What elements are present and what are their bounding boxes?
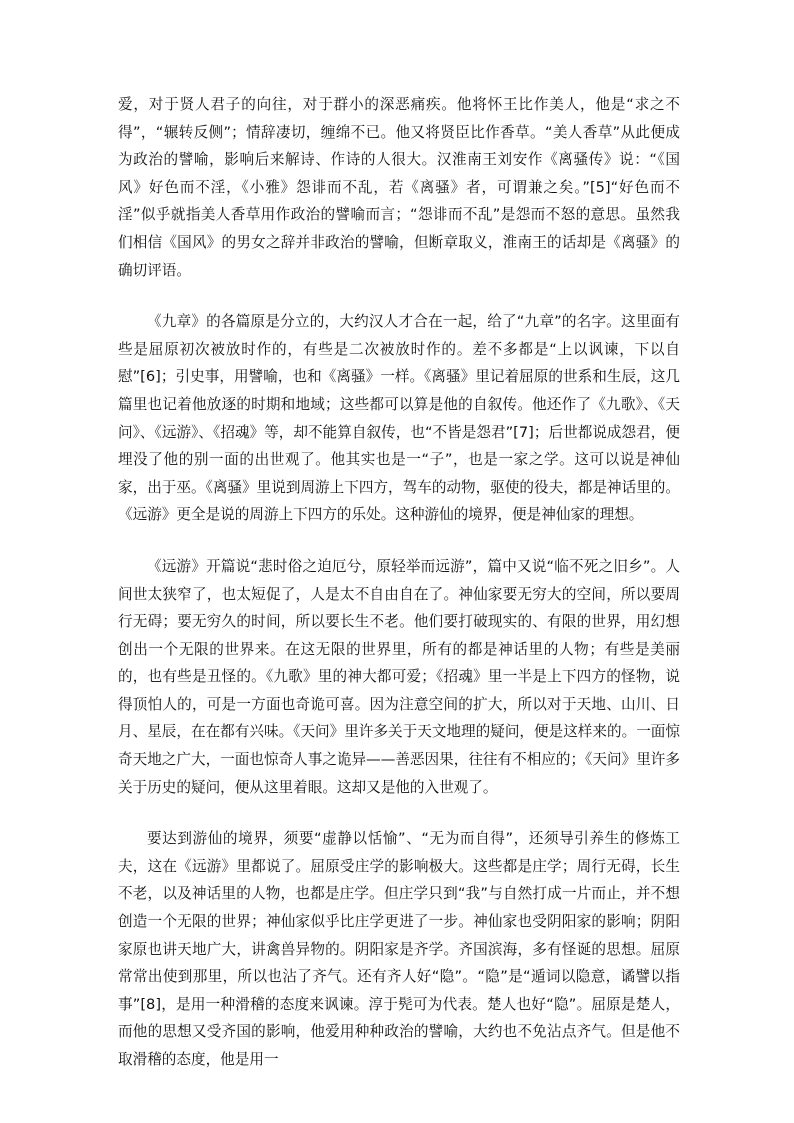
paragraph-2: 《九章》的各篇原是分立的，大约汉人才合在一起，给了“九章”的名字。这里面有些是屈原初次被放时作的，有些是二次被放时作的。差不多都是“上以讽谏，下以自慰”[6]；引史事，用譬喻，也和《离骚》一样。《离骚》里记着屈原的世系和生辰，这几篇里也记着他放逐的时期和地域；这些都可以算是他的自叙传。他还作了《九歌》、《天问》、《远游》、《招魂》等，却不能算自叙传，也“不皆是怨君”[7]；后世都说成怨君，便埋没了他的别一面的出世观了。他其实也是一“子”，也是一家之学。这可以说是神仙家，出于巫。《离骚》里说到周游上下四方，驾车的动物，驱使的役夫，都是神话里的。《远游》更全是说的周游上下四方的乐处。这种游仙的境界，便是神仙家的理想。 [118,313,680,524]
paragraph-gap [118,284,680,308]
paragraph-4: 要达到游仙的境界，须要“虚静以恬愉”、“无为而自得”，还须导引养生的修炼工夫，这在《远游》里都说了。屈原受庄学的影响极大。这些都是庄学；周行无碍，长生不老，以及神话里的人物，也都是庄学。但庄学只到“我”与自然打成一片而止，并不想创造一个无限的世界；神仙家似乎比庄学更进了一步。神仙家也受阴阳家的影响；阴阳家原也讲天地广大，讲禽兽异物的。阴阳家是齐学。齐国滨海，多有怪诞的思想。屈原常常出使到那里，所以也沾了齐气。还有齐人好“隐”。“隐”是“遁词以隐意，谲譬以指事”[8]，是用一种滑稽的态度来讽谏。淳于髡可为代表。楚人也好“隐”。屈原是楚人，而他的思想又受齐国的影响，他爱用种种政治的譬喻，大约也不免沾点齐气。但是他不取滑稽的态度，他是用一 [118,830,680,1068]
paragraph-gap [118,529,680,553]
paragraph-3: 《远游》开篇说“悲时俗之迫厄兮，原轻举而远游”，篇中又说“临不死之旧乡”。人间世太狭窄了，也太短促了，人是太不自由自在了。神仙家要无穷大的空间，所以要周行无碍；要无穷久的时间，所以要长生不老。他们要打破现实的、有限的世界，用幻想创出一个无限的世界来。在这无限的世界里，所有的都是神话里的人物；有些是美丽的，也有些是丑怪的。《九歌》里的神大都可爱；《招魂》里一半是上下四方的怪物，说得顶怕人的，可是一方面也奇诡可喜。因为注意空间的扩大，所以对于天地、山川、日月、星辰，在在都有兴味。《天问》里许多关于天文地理的疑问，便是这样来的。一面惊奇天地之广大，一面也惊奇人事之诡异——善恶因果，往往有不相应的；《天问》里许多关于历史的疑问，便从这里着眼。这却又是他的入世观了。 [118,557,680,796]
paragraph-gap [118,801,680,825]
body-text [118,91,680,1074]
paragraph-1: 爱，对于贤人君子的向往，对于群小的深恶痛疾。他将怀王比作美人，他是“求之不得”，“辗转反侧”；情辞凄切，缠绵不已。他又将贤臣比作香草。“美人香草”从此便成为政治的譬喻，影响后来解诗、作诗的人很大。汉淮南王刘安作《离骚传》说：“《国风》好色而不淫，《小雅》怨诽而不乱，若《离骚》者，可谓兼之矣。”[5]“好色而不淫”似乎就指美人香草用作政治的譬喻而言；“怨诽而不乱”是怨而不怒的意思。虽然我们相信《国风》的男女之辞并非政治的譬喻，但断章取义，淮南王的话却是《离骚》的确切评语。 [118,96,680,279]
